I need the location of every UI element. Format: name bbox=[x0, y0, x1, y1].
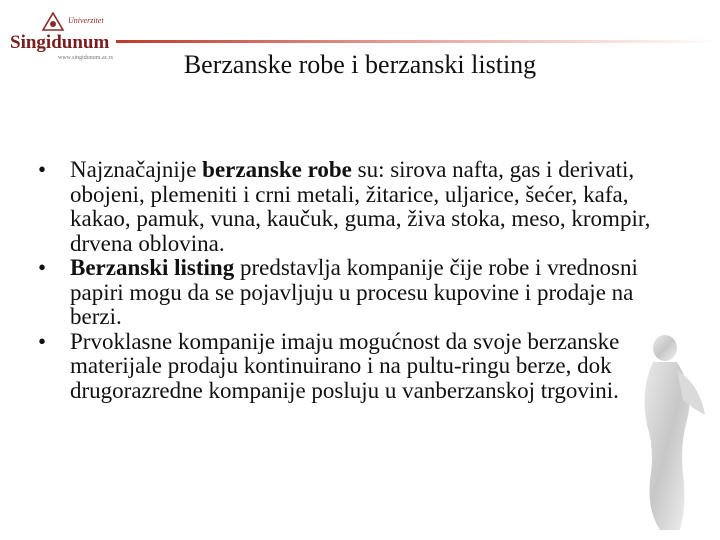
header-divider bbox=[116, 36, 720, 46]
bullet-text: Najznačajnije bbox=[70, 157, 203, 182]
logo-top-text: Univerzitet bbox=[68, 16, 104, 25]
bullet-item-listing bbox=[38, 256, 658, 330]
slide-title bbox=[0, 50, 720, 80]
bullet-list bbox=[38, 158, 658, 403]
bullet-item-commodities bbox=[38, 158, 658, 256]
bullet-text: predstavlja kompanije čije robe i vrednosni papiri mogu da se pojavljuju u procesu kupovine i prodaje na berzi. bbox=[70, 255, 638, 329]
bullet-text: Prvoklasne kompanije imaju mogućnost da svoje berzanske materijale prodaju kontinuirano i na pultu-ringu berze, dok drugorazredne kompanije posluju u vanberzanskoj trgovini. bbox=[70, 328, 620, 403]
bullet-text: su: sirova nafta, gas i derivati, obojeni, plemeniti i crni metali, žitarice, uljarice, šećer, kafa, kakao, pamuk, vuna, kaučuk, guma, živa stoka, meso, krompir, drvena oblovina. bbox=[70, 157, 651, 256]
statue-watermark-icon bbox=[625, 330, 710, 535]
slide-title-text: Berzanske robe i berzanski listing bbox=[183, 50, 537, 79]
logo-url-text: www.singidunum.ac.rs bbox=[58, 55, 114, 61]
bullet-item-companies bbox=[38, 330, 658, 404]
bullet-bold-term: berzanske robe bbox=[202, 157, 352, 182]
bullet-bold-term: Berzanski listing bbox=[70, 255, 235, 280]
logo-main-text: Singidunum bbox=[10, 32, 110, 53]
